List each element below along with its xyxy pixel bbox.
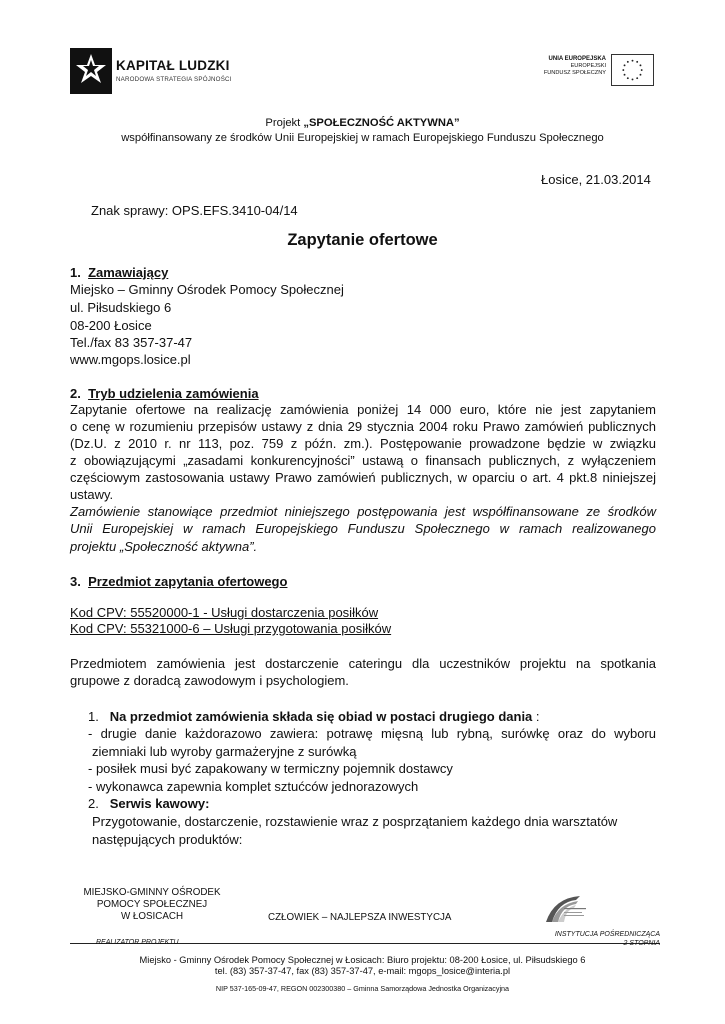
footer-institution — [60, 887, 244, 923]
section1-heading: Zamawiający — [88, 265, 169, 280]
eu-line-3: FUNDUSZ SPOŁECZNY — [543, 70, 606, 76]
section3-intro-line: grupowe z doradcą zawodowym i psychologiem. — [70, 673, 349, 688]
eu-logo-text — [540, 56, 606, 77]
project-line — [0, 117, 725, 129]
section1-line: 08-200 Łosice — [70, 318, 152, 333]
footer-nip-line: NIP 537-165-09-47, REGON 002300380 – Gminna Samorządowa Jednostka Organizacyjna — [215, 984, 510, 993]
item1-line: - posiłek musi być zapakowany w termiczny pojemnik dostawcy — [88, 761, 453, 776]
footer-intermediate-institution — [510, 931, 660, 948]
section2-para-last: ustawy. — [70, 487, 114, 502]
eu-logo — [540, 54, 658, 88]
item1-line: ziemniaki lub wyroby garmażeryjne z surówką — [92, 744, 357, 759]
cpv-code-2: Kod CPV: 55321000-6 – Usługi przygotowania posiłków — [70, 621, 392, 636]
project-prefix: Projekt — [265, 117, 304, 129]
footer-slogan: CZŁOWIEK – NAJLEPSZA INWESTYCJA — [268, 912, 452, 923]
section2-heading: Tryb udzielenia zamówienia — [88, 386, 259, 401]
footer-ip-line: 2 STOPNIA — [623, 939, 660, 947]
eu-line-1: UNIA EUROPEJSKA — [548, 56, 606, 62]
kapital-ludzki-title: KAPITAŁ LUDZKI — [116, 58, 230, 73]
section2-italic-line: Zamówienie stanowiące przedmiot niniejszego postępowania jest współfinansowane ze środków — [70, 504, 656, 519]
kapital-ludzki-star-icon — [70, 48, 112, 94]
eu-flag-icon — [611, 54, 654, 86]
footer-inst-line: MIEJSKO-GMINNY OŚRODEK — [83, 887, 221, 898]
section2-para-line: (Dz.U. z 2010 r. nr 113, poz. 759 z późn. zm.). Postępowanie prowadzone będzie w związku — [70, 436, 656, 451]
item2-line: następujących produktów: — [92, 832, 243, 847]
intermediate-institution-road-icon — [540, 892, 640, 926]
item1-colon: : — [532, 709, 540, 724]
section2-para-line: o cenę w rozumieniu przepisów ustawy z dnia 29 stycznia 2004 roku Prawo zamówień publicznych — [70, 419, 656, 434]
cofinance-line: współfinansowany ze środków Unii Europejskiej w ramach Europejskiego Funduszu Społecznego — [121, 132, 604, 144]
section1-line: www.mgops.losice.pl — [70, 352, 191, 367]
section1-line: Tel./fax 83 357-37-47 — [70, 335, 193, 350]
section1-number: 1. — [70, 265, 81, 280]
item2-heading-row — [88, 795, 209, 813]
footer-address-line: Miejsko - Gminny Ośrodek Pomocy Społecznej w Łosicach: Biuro projektu: 08-200 Łosice, ul. Piłsudskiego 6 — [139, 955, 586, 965]
kapital-ludzki-subtitle: NARODOWA STRATEGIA SPÓJNOŚCI — [116, 76, 232, 83]
section2-italic-last: projektu „Społeczność aktywna”. — [70, 539, 258, 554]
item1-heading: Na przedmiot zamówienia składa się obiad w postaci drugiego dania — [109, 709, 533, 724]
footer-realizator: REALIZATOR PROJEKTU — [96, 939, 179, 946]
project-name: „SPOŁECZNOŚĆ AKTYWNA” — [303, 117, 460, 129]
cpv-code-1: Kod CPV: 55520000-1 - Usługi dostarczenia posiłków — [70, 605, 379, 620]
section2-para-line: częściowym zastosowania ustawy Prawo zamówień publicznych, w oparciu o art. 4 pkt.8 niniejszej — [70, 470, 656, 485]
item1-number: 1. — [88, 709, 99, 724]
footer-inst-line: POMOCY SPOŁECZNEJ — [96, 899, 208, 910]
section1-line: Miejsko – Gminny Ośrodek Pomocy Społecznej — [70, 282, 344, 297]
footer-inst-line: W ŁOSICACH — [120, 911, 184, 922]
place-date: Łosice, 21.03.2014 — [541, 172, 651, 187]
section3-number: 3. — [70, 574, 81, 589]
item2-heading: Serwis kawowy: — [109, 796, 210, 811]
section3-heading-row — [70, 573, 287, 591]
section2-para-line: z obowiązującymi „zasadami konkurencyjności” ustawą o finansach publicznych, z wyłączeniem — [70, 453, 656, 468]
item2-line: Przygotowanie, dostarczenie, rozstawienie wraz z posprzątaniem każdego dnia warsztatów — [92, 814, 618, 829]
section1-line: ul. Piłsudskiego 6 — [70, 300, 172, 315]
item1-line: - drugie danie każdorazowo zawiera: potrawę mięsną lub rybną, surówkę oraz do wyboru — [88, 726, 656, 741]
case-number: Znak sprawy: OPS.EFS.3410-04/14 — [91, 203, 298, 218]
item2-number: 2. — [88, 796, 99, 811]
section3-heading: Przedmiot zapytania ofertowego — [88, 574, 288, 589]
section2-number: 2. — [70, 386, 81, 401]
kapital-ludzki-logo — [70, 48, 240, 96]
section1-heading-row — [70, 264, 168, 282]
item1-line: - wykonawca zapewnia komplet sztućców jednorazowych — [88, 779, 419, 794]
footer-ip-line: INSTYTUCJA POŚREDNICZĄCA — [554, 931, 660, 938]
section3-intro-line: Przedmiotem zamówienia jest dostarczenie cateringu dla uczestników projektu na spotkania — [70, 656, 656, 671]
item1-heading-row — [88, 708, 540, 726]
section2-para-line: Zapytanie ofertowe na realizację zamówienia poniżej 14 000 euro, które nie jest zapytaniem — [70, 402, 656, 417]
section2-italic-line: Unii Europejskiej w ramach Europejskiego Funduszu Społecznego w ramach realizowanego — [70, 521, 656, 536]
eu-line-2: EUROPEJSKI — [570, 63, 606, 69]
document-title: Zapytanie ofertowe — [287, 231, 438, 249]
footer-contact-line: tel. (83) 357-37-47, fax (83) 357-37-47, e-mail: mgops_losice@interia.pl — [214, 966, 511, 976]
